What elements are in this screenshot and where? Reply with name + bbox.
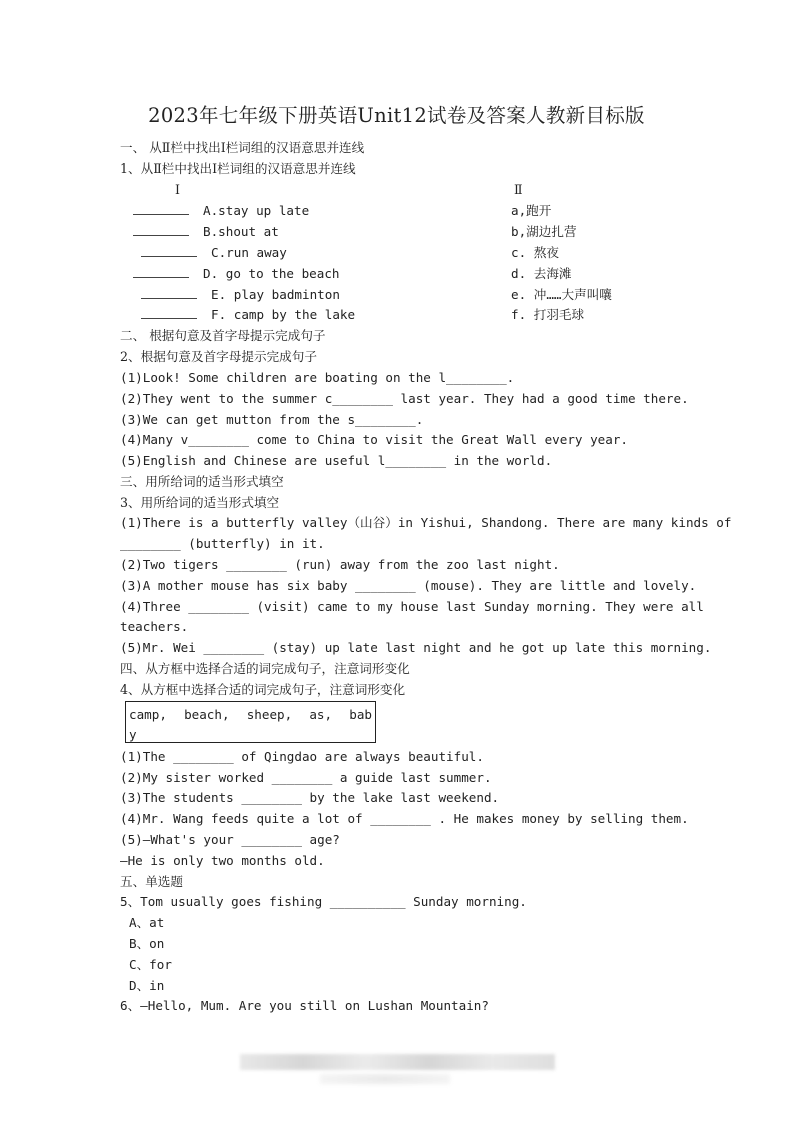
section2-heading: 二、 根据句意及首字母提示完成句子 <box>120 328 326 343</box>
question-item: (5)Mr. Wei ________ (stay) up late last night and he got up late this morning. <box>120 640 712 655</box>
column-two-label: Ⅱ <box>514 182 523 197</box>
option-a[interactable]: A、at <box>129 915 165 930</box>
section4-question: 4、从方框中选择合适的词完成句子，注意词形变化 <box>120 682 406 697</box>
section5-heading: 五、单选题 <box>120 874 183 889</box>
question-item: (4)Many v________ come to China to visit the Great Wall every year. <box>120 432 628 447</box>
word-bank-word: camp, <box>129 707 167 722</box>
match-left-item: A.stay up late <box>133 202 309 220</box>
match-right-item: f. 打羽毛球 <box>511 307 585 322</box>
question-item: (1)There is a butterfly valley（山谷）in Yishui, Shandong. There are many kinds of <box>120 515 732 530</box>
answer-blank[interactable] <box>141 245 197 257</box>
question-item: (4)Three ________ (visit) came to my house last Sunday morning. They were all <box>120 599 704 614</box>
section3-heading: 三、用所给词的适当形式填空 <box>120 474 284 489</box>
section1-heading: 一、 从Ⅱ栏中找出Ⅰ栏词组的汉语意思并连线 <box>120 140 365 155</box>
question-item-answer: —He is only two months old. <box>120 853 325 868</box>
question-item: (1)Look! Some children are boating on the l________. <box>120 370 515 385</box>
answer-blank[interactable] <box>141 307 197 319</box>
word-bank-word: bab <box>349 707 372 722</box>
blurred-footer-watermark <box>320 1074 450 1084</box>
question-item: (2)They went to the summer c________ last year. They had a good time there. <box>120 391 689 406</box>
blurred-footer-watermark <box>240 1054 555 1070</box>
section3-question: 3、用所给词的适当形式填空 <box>120 495 280 510</box>
question-item: (5)—What's your ________ age? <box>120 832 340 847</box>
question-item: (3)We can get mutton from the s________. <box>120 412 424 427</box>
page-title: 2023年七年级下册英语Unit12试卷及答案人教新目标版 <box>148 104 645 127</box>
question-item-continued: ________ (butterfly) in it. <box>120 536 325 551</box>
match-left-item: F. camp by the lake <box>141 306 355 324</box>
question-item: (5)English and Chinese are useful l________ in the world. <box>120 453 553 468</box>
word-bank-box <box>125 701 376 743</box>
match-left-item: C.run away <box>141 244 287 262</box>
word-bank-word: sheep, <box>246 707 293 722</box>
question-6: 6、—Hello, Mum. Are you still on Lushan Mountain? <box>120 998 489 1013</box>
word-bank-word: as, <box>309 707 333 722</box>
match-right-item: b,湖边扎营 <box>511 224 577 239</box>
match-right-item: d. 去海滩 <box>511 266 572 281</box>
question-item-continued: teachers. <box>120 619 189 634</box>
option-d[interactable]: D、in <box>129 978 165 993</box>
question-item: (1)The ________ of Qingdao are always beautiful. <box>120 749 484 764</box>
question-item: (4)Mr. Wang feeds quite a lot of ________ . He makes money by selling them. <box>120 811 689 826</box>
match-right-item: c. 熬夜 <box>511 245 559 260</box>
column-one-label: Ⅰ <box>175 182 180 197</box>
question-item: (3)A mother mouse has six baby ________ (mouse). They are little and lovely. <box>120 578 697 593</box>
match-left-item: D. go to the beach <box>133 265 339 283</box>
word-bank-word: beach, <box>184 707 230 722</box>
match-right-item: e. 冲……大声叫嚷 <box>511 287 612 302</box>
option-c[interactable]: C、for <box>129 957 172 972</box>
answer-blank[interactable] <box>133 224 189 236</box>
answer-blank[interactable] <box>141 287 197 299</box>
section4-heading: 四、从方框中选择合适的词完成句子，注意词形变化 <box>120 661 410 676</box>
word-bank-wrap: y <box>129 727 137 742</box>
answer-blank[interactable] <box>133 203 189 215</box>
question-5: 5、Tom usually goes fishing __________ Sunday morning. <box>120 894 527 909</box>
section2-question: 2、根据句意及首字母提示完成句子 <box>120 349 317 364</box>
option-b[interactable]: B、on <box>129 936 165 951</box>
match-left-item: E. play badminton <box>141 286 340 304</box>
question-item: (2)Two tigers ________ (run) away from the zoo last night. <box>120 557 560 572</box>
match-left-item: B.shout at <box>133 223 279 241</box>
answer-blank[interactable] <box>133 266 189 278</box>
question-item: (3)The students ________ by the lake last weekend. <box>120 790 500 805</box>
question-item: (2)My sister worked ________ a guide last summer. <box>120 770 492 785</box>
match-right-item: a,跑开 <box>511 203 552 218</box>
section1-question: 1、从Ⅱ栏中找出Ⅰ栏词组的汉语意思并连线 <box>120 161 356 176</box>
